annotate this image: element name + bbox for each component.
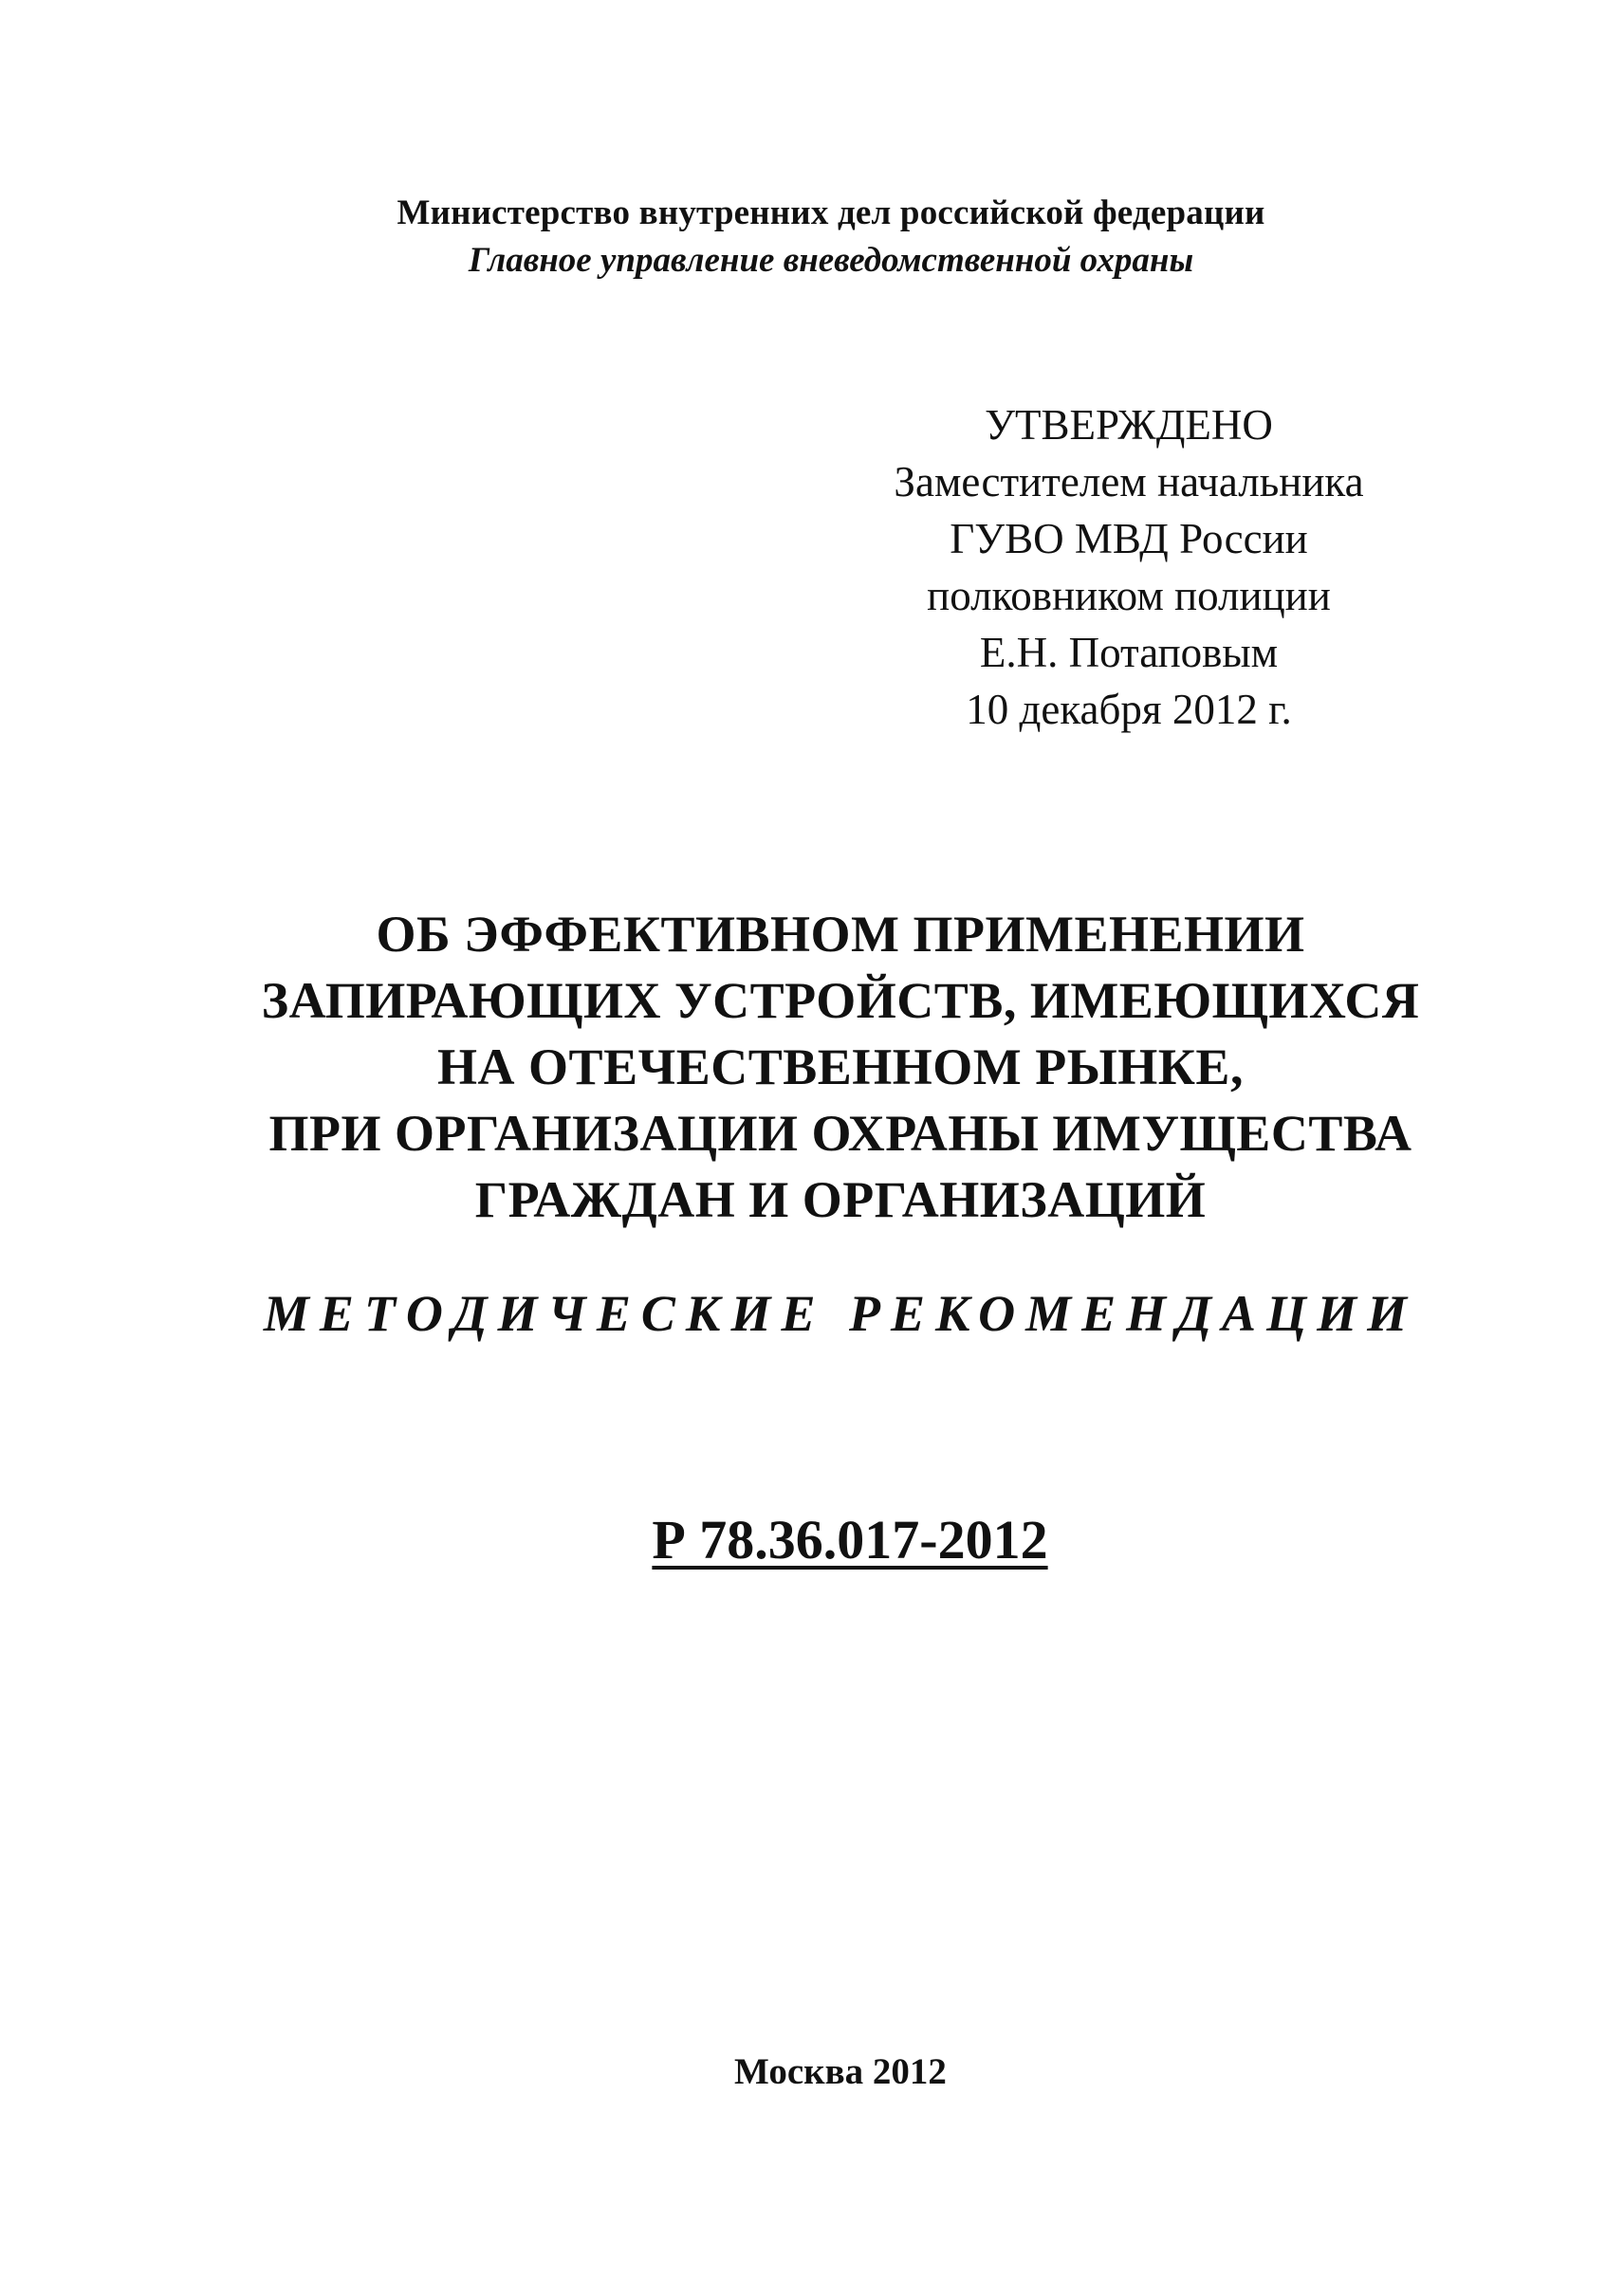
title-line: ГРАЖДАН И ОРГАНИЗАЦИЙ [474, 1171, 1207, 1228]
approval-line: полковником полиции [927, 572, 1331, 619]
approval-block [835, 396, 1423, 738]
approval-signatory: Е.Н. Потаповым [979, 629, 1279, 676]
title-line: ОБ ЭФФЕКТИВНОМ ПРИМЕНЕНИИ [376, 906, 1305, 963]
document-title [28, 901, 1624, 1233]
approval-date: 10 декабря 2012 г. [966, 686, 1292, 733]
document-code-text: Р 78.36.017-2012 [652, 1509, 1048, 1570]
directorate-name: Главное управление вневедомственной охраны [468, 241, 1194, 280]
issuing-authority-header [0, 190, 1624, 285]
document-type: МЕТОДИЧЕСКИЕ РЕКОМЕНДАЦИИ [263, 1285, 1418, 1342]
approval-line: ГУВО МВД России [950, 515, 1308, 562]
ministry-name: Министерство внутренних дел российской федерации [397, 193, 1265, 232]
document-code [38, 1506, 1624, 1574]
title-line: ЗАПИРАЮЩИХ УСТРОЙСТВ, ИМЕЮЩИХСЯ [261, 972, 1420, 1029]
approval-heading: УТВЕРЖДЕНО [985, 401, 1273, 449]
title-line: ПРИ ОРГАНИЗАЦИИ ОХРАНЫ ИМУЩЕСТВА [268, 1105, 1412, 1162]
title-line: НА ОТЕЧЕСТВЕННОМ РЫНКЕ, [437, 1038, 1244, 1095]
approval-line: Заместителем начальника [894, 458, 1364, 505]
city-year: Москва 2012 [734, 2051, 947, 2092]
